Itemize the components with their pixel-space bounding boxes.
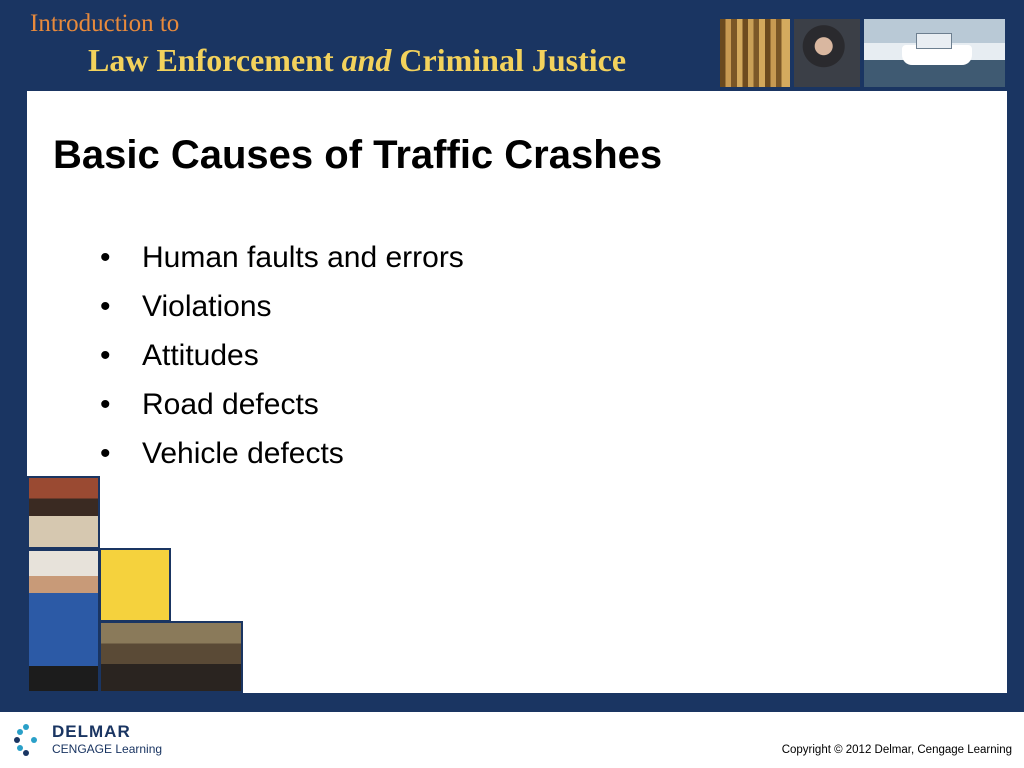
bullet-item bbox=[98, 334, 464, 383]
bullet-text: Vehicle defects bbox=[142, 437, 344, 470]
footer bbox=[0, 712, 1024, 768]
bullet-text: Road defects bbox=[142, 388, 319, 421]
jail-cell-photo bbox=[718, 17, 792, 89]
bullet-item bbox=[98, 285, 464, 334]
bullet-text: Attitudes bbox=[142, 339, 259, 372]
yellow-accent-box bbox=[99, 548, 171, 622]
riot-officer-photo bbox=[792, 17, 862, 89]
book-title-conjunction: and bbox=[341, 42, 392, 78]
bullet-text: Violations bbox=[142, 290, 272, 323]
courtroom-officer-photo bbox=[27, 476, 100, 549]
bullet-item bbox=[98, 236, 464, 285]
book-title-line1: Introduction to bbox=[30, 10, 180, 37]
bullet-list bbox=[98, 236, 464, 481]
copyright-text: Copyright © 2012 Delmar, Cengage Learning bbox=[781, 744, 1012, 756]
bullet-dot: • bbox=[100, 241, 111, 274]
book-title-part2: Criminal Justice bbox=[399, 42, 627, 78]
publisher-subtitle: CENGAGE Learning bbox=[52, 742, 163, 756]
security-officer-photo bbox=[27, 549, 100, 693]
bullet-dot: • bbox=[100, 388, 111, 421]
bullet-dot: • bbox=[100, 339, 111, 372]
boat-cabin-icon bbox=[916, 33, 952, 49]
police-boat-photo bbox=[862, 17, 1007, 89]
bullet-text: Human faults and errors bbox=[142, 241, 464, 274]
book-title-line2 bbox=[88, 42, 626, 79]
bullet-dot: • bbox=[100, 290, 111, 323]
bullet-item bbox=[98, 432, 464, 481]
slide-title: Basic Causes of Traffic Crashes bbox=[53, 133, 663, 177]
book-title-part1: Law Enforcement bbox=[88, 42, 334, 78]
bullet-item bbox=[98, 383, 464, 432]
publisher-name: DELMAR bbox=[52, 722, 131, 741]
delmar-logo-icon bbox=[12, 722, 48, 758]
bullet-dot: • bbox=[100, 437, 111, 470]
investigators-photo bbox=[99, 621, 243, 693]
